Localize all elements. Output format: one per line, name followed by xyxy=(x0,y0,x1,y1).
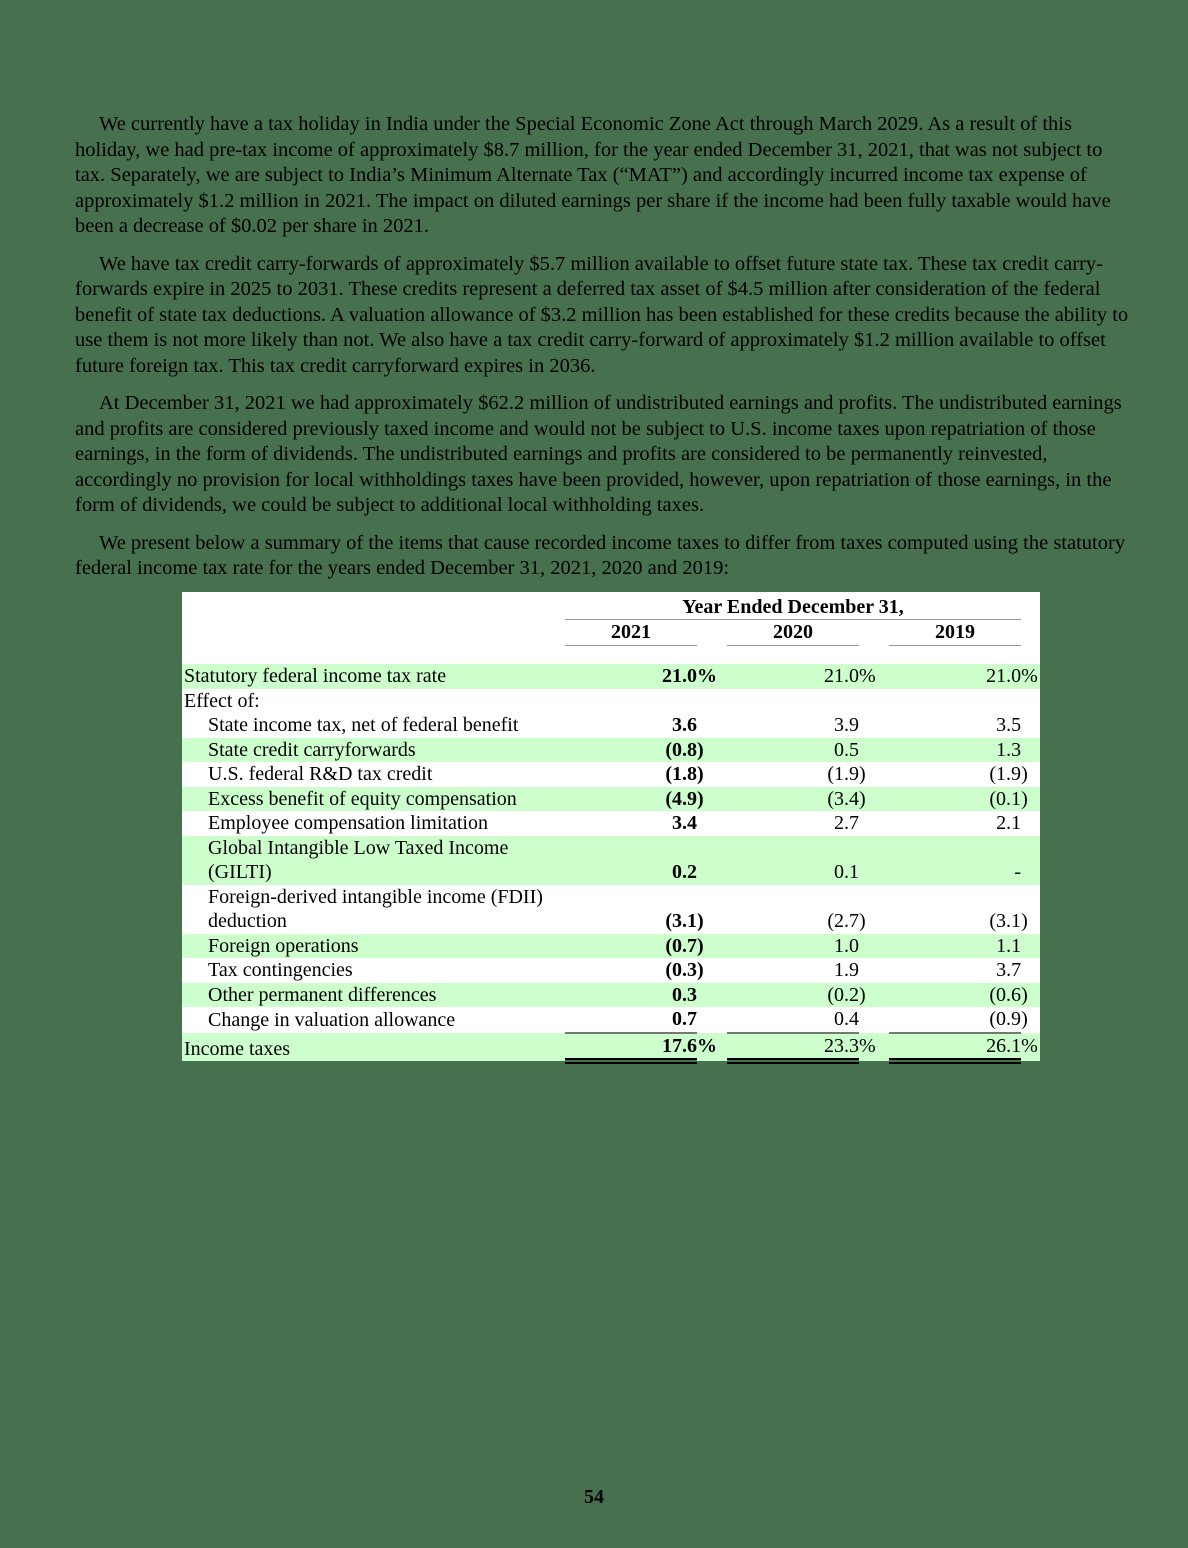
table-cell-2020: 0.5 xyxy=(727,738,859,763)
table-gap-cell xyxy=(697,811,727,836)
table-cell-2020: 21.0 xyxy=(727,664,859,689)
paragraph-tax-holiday-india: We currently have a tax holiday in India under the Special Economic Zone Act through March 2029. As a result of this holiday, we had pre-tax income of approximately $8.7 million, for the year ended December 31, 2021, that was not subject to tax. Separately, we are subject to India’s Minimum Alternate Tax (“MAT”) and accordingly incurred income tax expense of approximately $1.2 million in 2021. The impact on diluted earnings per share if the income had been fully taxable would have been a decrease of $0.02 per share in 2021. xyxy=(75,113,1111,237)
paragraph-undistributed-earnings: At December 31, 2021 we had approximately $62.2 million of undistributed earnings and profits. The undistributed earnings and profits are considered previously taxed income and would not be subject to U.S. income taxes upon repatriation of those earnings, in the form of dividends. The undistributed earnings and profits are considered to be permanently reinvested, accordingly no provision for local withholdings taxes have been provided, however, upon repatriation of those earnings, in the form of dividends, we could be subject to additional local withholding taxes. xyxy=(75,392,1122,516)
table-gap-cell xyxy=(859,1007,889,1033)
table-cell-2019: 21.0 xyxy=(889,664,1021,689)
page-body-text xyxy=(75,112,1135,594)
table-gap-cell xyxy=(697,1007,727,1033)
table-cell-2021: 0.3 xyxy=(565,983,697,1008)
table-cell-2019: (1.9 xyxy=(889,762,1021,787)
page-number: 54 xyxy=(584,1486,604,1508)
table-gap-cell xyxy=(859,958,889,983)
table-cell-2019: (0.6 xyxy=(889,983,1021,1008)
table-row xyxy=(182,1033,1040,1062)
table-row xyxy=(182,738,1040,763)
table-cell-2019: (0.1 xyxy=(889,787,1021,812)
header-gap-cell xyxy=(697,619,727,645)
table-gap-cell xyxy=(859,836,889,885)
table-row xyxy=(182,958,1040,983)
header-gap-cell xyxy=(859,619,889,645)
table-row-label: Other permanent differences xyxy=(182,983,565,1008)
table-cell-2019: 26.1 xyxy=(889,1033,1021,1062)
table-cell-2019: 3.5 xyxy=(889,713,1021,738)
table-right-pad-cell xyxy=(1021,713,1040,738)
table-gap-cell xyxy=(697,689,727,714)
table-gap-cell xyxy=(697,713,727,738)
table-cell-2020: 1.9 xyxy=(727,958,859,983)
table-row xyxy=(182,689,1040,714)
table-right-pad-cell xyxy=(1021,836,1040,885)
table-right-pad-cell xyxy=(1021,689,1040,714)
table-row-label: Income taxes xyxy=(182,1033,565,1062)
table-cell-2021: (3.1 xyxy=(565,885,697,934)
table-row xyxy=(182,664,1040,689)
table-cell-2021: (0.3 xyxy=(565,958,697,983)
table-header-years-row xyxy=(182,619,1040,645)
table-gap-cell xyxy=(697,983,727,1008)
table-row-label: Change in valuation allowance xyxy=(182,1007,565,1033)
table-cell-2019: - xyxy=(889,836,1021,885)
table-cell-2019: 1.1 xyxy=(889,934,1021,959)
table-row-label: Statutory federal income tax rate xyxy=(182,664,565,689)
table-cell-2021: (4.9 xyxy=(565,787,697,812)
header-empty-cell xyxy=(182,592,565,619)
table-row-label: Foreign operations xyxy=(182,934,565,959)
table-cell-2020: 3.9 xyxy=(727,713,859,738)
table-header-spacer-row xyxy=(182,645,1040,664)
table-column-header-2019: 2019 xyxy=(889,619,1021,645)
table-row xyxy=(182,983,1040,1008)
table-cell-2020: 2.7 xyxy=(727,811,859,836)
table-row xyxy=(182,1007,1040,1033)
table-cell-2021: 0.2 xyxy=(565,836,697,885)
table-gap-cell xyxy=(697,836,727,885)
table-gap-cell xyxy=(859,811,889,836)
table-cell-2021: (1.8 xyxy=(565,762,697,787)
table-cell-2021: 0.7 xyxy=(565,1007,697,1033)
table-column-header-2021: 2021 xyxy=(565,619,697,645)
table-cell-2020: (0.2 xyxy=(727,983,859,1008)
table-cell-2020: 23.3 xyxy=(727,1033,859,1062)
table-cell-2019: 3.7 xyxy=(889,958,1021,983)
table-gap-cell xyxy=(859,738,889,763)
table-gap-cell xyxy=(859,713,889,738)
table-row xyxy=(182,762,1040,787)
table-row xyxy=(182,836,1040,885)
header-empty-cell xyxy=(1021,592,1040,619)
table-cell-2019: 2.1 xyxy=(889,811,1021,836)
table-row xyxy=(182,787,1040,812)
table-cell-2020: 0.1 xyxy=(727,836,859,885)
header-empty-cell xyxy=(1021,619,1040,645)
paragraph-tax-credit-carryforwards: We have tax credit carry-forwards of approximately $5.7 million available to offset future state tax. These tax credit carry-forwards expire in 2025 to 2031. These credits represent a deferred tax asset of $4.5 million after consideration of the federal benefit of state tax deductions. A valuation allowance of $3.2 million has been established for these credits because the ability to use them is not more likely than not. We also have a tax credit carry-forward of approximately $1.2 million available to offset future foreign tax. This tax credit carryforward expires in 2036. xyxy=(75,252,1129,377)
table-gap-cell xyxy=(859,689,889,714)
table-cell-2020: (2.7 xyxy=(727,885,859,934)
table-gap-cell xyxy=(859,934,889,959)
table-column-header-2020: 2020 xyxy=(727,619,859,645)
table-cell-2021: (0.7 xyxy=(565,934,697,959)
table-header-year-ended: Year Ended December 31, xyxy=(565,592,1021,619)
table-row-label: U.S. federal R&D tax credit xyxy=(182,762,565,787)
table-row-label: State credit carryforwards xyxy=(182,738,565,763)
table-cell-2019: (0.9 xyxy=(889,1007,1021,1033)
table-row-label: Foreign-derived intangible income (FDII) deduction xyxy=(182,885,565,934)
tax-rate-reconciliation-table xyxy=(182,592,1040,1064)
table-cell-2021: (0.8 xyxy=(565,738,697,763)
table-row-label: State income tax, net of federal benefit xyxy=(182,713,565,738)
table-row-label: Excess benefit of equity compensation xyxy=(182,787,565,812)
table-cell-2019: (3.1 xyxy=(889,885,1021,934)
table-row-label: Global Intangible Low Taxed Income (GILTI) xyxy=(182,836,565,885)
table-cell-2021: 17.6 xyxy=(565,1033,697,1062)
table-header-group-row xyxy=(182,592,1040,619)
table-cell-2019: 1.3 xyxy=(889,738,1021,763)
table-cell-2021 xyxy=(565,689,697,714)
table-cell-2021: 3.6 xyxy=(565,713,697,738)
table-row-label: Tax contingencies xyxy=(182,958,565,983)
table-cell-2021: 3.4 xyxy=(565,811,697,836)
table-right-pad-cell xyxy=(1021,811,1040,836)
table-cell-2020: 1.0 xyxy=(727,934,859,959)
table-row xyxy=(182,713,1040,738)
header-spacer-cell xyxy=(182,645,1040,664)
table-right-pad-cell xyxy=(1021,934,1040,959)
paragraph-rate-reconciliation-intro: We present below a summary of the items that cause recorded income taxes to differ from taxes computed using the statutory federal income tax rate for the years ended December 31, 2021, 2020 and 2019: xyxy=(75,531,1126,579)
table-row xyxy=(182,811,1040,836)
table-cell-2020 xyxy=(727,689,859,714)
table-cell-2020: (1.9 xyxy=(727,762,859,787)
table-right-pad-cell xyxy=(1021,958,1040,983)
table-row xyxy=(182,885,1040,934)
table-cell-2020: 0.4 xyxy=(727,1007,859,1033)
table-body xyxy=(182,664,1040,1061)
table-right-pad-cell xyxy=(1021,738,1040,763)
header-empty-cell xyxy=(182,619,565,645)
table-cell-2019 xyxy=(889,689,1021,714)
table-row xyxy=(182,934,1040,959)
table-row-label: Employee compensation limitation xyxy=(182,811,565,836)
table-cell-2021: 21.0 xyxy=(565,664,697,689)
table-row-label: Effect of: xyxy=(182,689,565,714)
table-cell-2020: (3.4 xyxy=(727,787,859,812)
